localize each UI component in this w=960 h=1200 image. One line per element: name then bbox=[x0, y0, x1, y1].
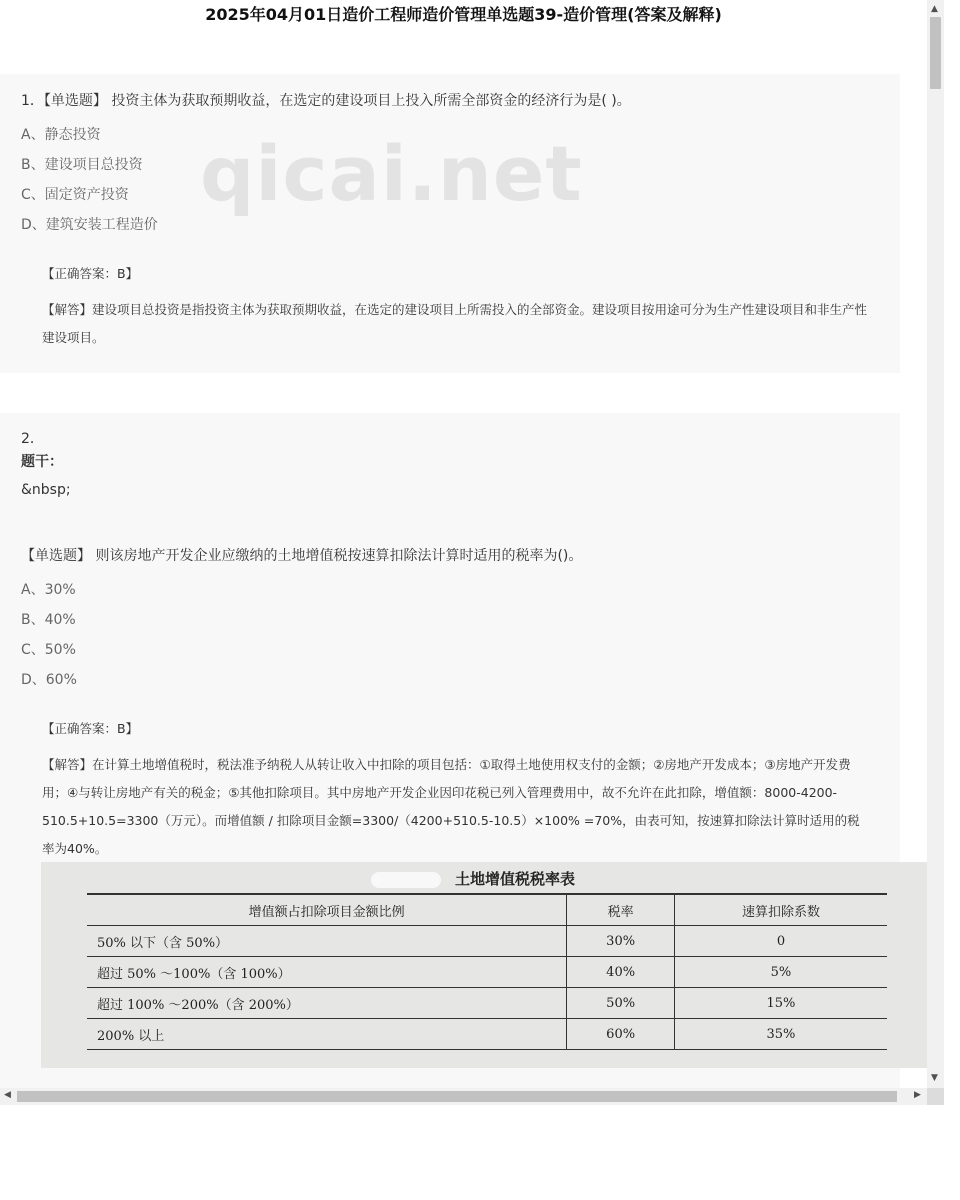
table-cell: 30% bbox=[567, 926, 675, 957]
table-cell: 50% 以下（含 50%） bbox=[87, 926, 567, 957]
table-cell: 5% bbox=[674, 957, 887, 988]
table-cell: 200% 以上 bbox=[87, 1019, 567, 1050]
table-cell: 超过 100% ～200%（含 200%） bbox=[87, 988, 567, 1019]
question-1-option-c[interactable]: C、固定资产投资 bbox=[21, 187, 129, 203]
question-2-option-b[interactable]: B、40% bbox=[21, 612, 76, 628]
question-2-explanation: 【解答】在计算土地增值税时，税法准予纳税人从转让收入中扣除的项目包括：①取得土地使用权支付的金额；②房地产开发成本；③房地产开发费用；④与转让房地产有关的税金；⑤其他扣除项目。其中房地产开发企业因印花税已列入管理费用中，故不允许在此扣除，增值额：8000-4200-510.5+10.5=3300（万元）。而增值额 / 扣除项目金额=3300/（4200+510.5-10.5）×100% =70%，由表可知，按速算扣除法计算时适用的税率为40%。 bbox=[42, 757, 860, 856]
watermark-logo: qicai.net bbox=[200, 129, 583, 218]
question-2-answer: 【正确答案：B】 bbox=[42, 721, 139, 736]
table-cell: 40% bbox=[567, 957, 675, 988]
page-title: 2025年04月01日造价工程师造价管理单选题39-造价管理(答案及解释) bbox=[205, 5, 722, 24]
table-cell: 50% bbox=[567, 988, 675, 1019]
table-row bbox=[87, 957, 887, 988]
table-row bbox=[87, 1019, 887, 1050]
scroll-left-icon[interactable]: ◀ bbox=[4, 1090, 11, 1100]
scroll-down-icon[interactable]: ▼ bbox=[931, 1073, 938, 1083]
question-2-stem-text: &nbsp; bbox=[21, 482, 71, 498]
table-row bbox=[87, 926, 887, 957]
tax-rate-table bbox=[87, 893, 887, 1050]
vertical-scroll-thumb[interactable] bbox=[930, 17, 941, 89]
table-cell: 0 bbox=[674, 926, 887, 957]
question-2-option-c[interactable]: C、50% bbox=[21, 642, 76, 658]
scroll-up-icon[interactable]: ▲ bbox=[931, 4, 938, 14]
question-2-option-d[interactable]: D、60% bbox=[21, 672, 77, 688]
table-cell: 60% bbox=[567, 1019, 675, 1050]
question-2-stem: 【单选题】 则该房地产开发企业应缴纳的土地增值税按速算扣除法计算时适用的税率为()。 bbox=[21, 548, 583, 564]
horizontal-scrollbar[interactable] bbox=[0, 1088, 927, 1105]
question-1-option-d[interactable]: D、建筑安装工程造价 bbox=[21, 217, 158, 233]
question-2-option-a[interactable]: A、30% bbox=[21, 582, 76, 598]
table-cell: 超过 50% ～100%（含 100%） bbox=[87, 957, 567, 988]
table-header-ratio: 增值额占扣除项目金额比例 bbox=[87, 894, 567, 926]
question-1-stem: 1．【单选题】 投资主体为获取预期收益，在选定的建设项目上投入所需全部资金的经济行为是( )。 bbox=[21, 93, 631, 109]
horizontal-scroll-thumb[interactable] bbox=[17, 1091, 897, 1102]
table-header-rate: 税率 bbox=[567, 894, 675, 926]
question-1-option-a[interactable]: A、静态投资 bbox=[21, 127, 101, 143]
scan-smudge bbox=[371, 872, 441, 888]
question-1-answer: 【正确答案：B】 bbox=[42, 266, 139, 281]
question-2-stem-label: 题干： bbox=[21, 454, 63, 470]
vertical-scrollbar[interactable] bbox=[927, 0, 944, 1088]
question-card-1 bbox=[0, 74, 900, 373]
question-1-option-b[interactable]: B、建设项目总投资 bbox=[21, 157, 143, 173]
table-cell: 35% bbox=[674, 1019, 887, 1050]
table-row bbox=[87, 988, 887, 1019]
tax-rate-table-title: 土地增值税税率表 bbox=[455, 870, 576, 888]
tax-rate-table-image bbox=[41, 862, 927, 1068]
table-cell: 15% bbox=[674, 988, 887, 1019]
question-1-explanation: 【解答】建设项目总投资是指投资主体为获取预期收益，在选定的建设项目上所需投入的全部资金。建设项目按用途可分为生产性建设项目和非生产性建设项目。 bbox=[42, 302, 868, 345]
table-header-deduction: 速算扣除系数 bbox=[674, 894, 887, 926]
scroll-right-icon[interactable]: ▶ bbox=[914, 1090, 921, 1100]
question-2-number: 2． bbox=[21, 431, 44, 447]
table-header-row bbox=[87, 894, 887, 926]
scrollbar-corner bbox=[927, 1088, 944, 1105]
